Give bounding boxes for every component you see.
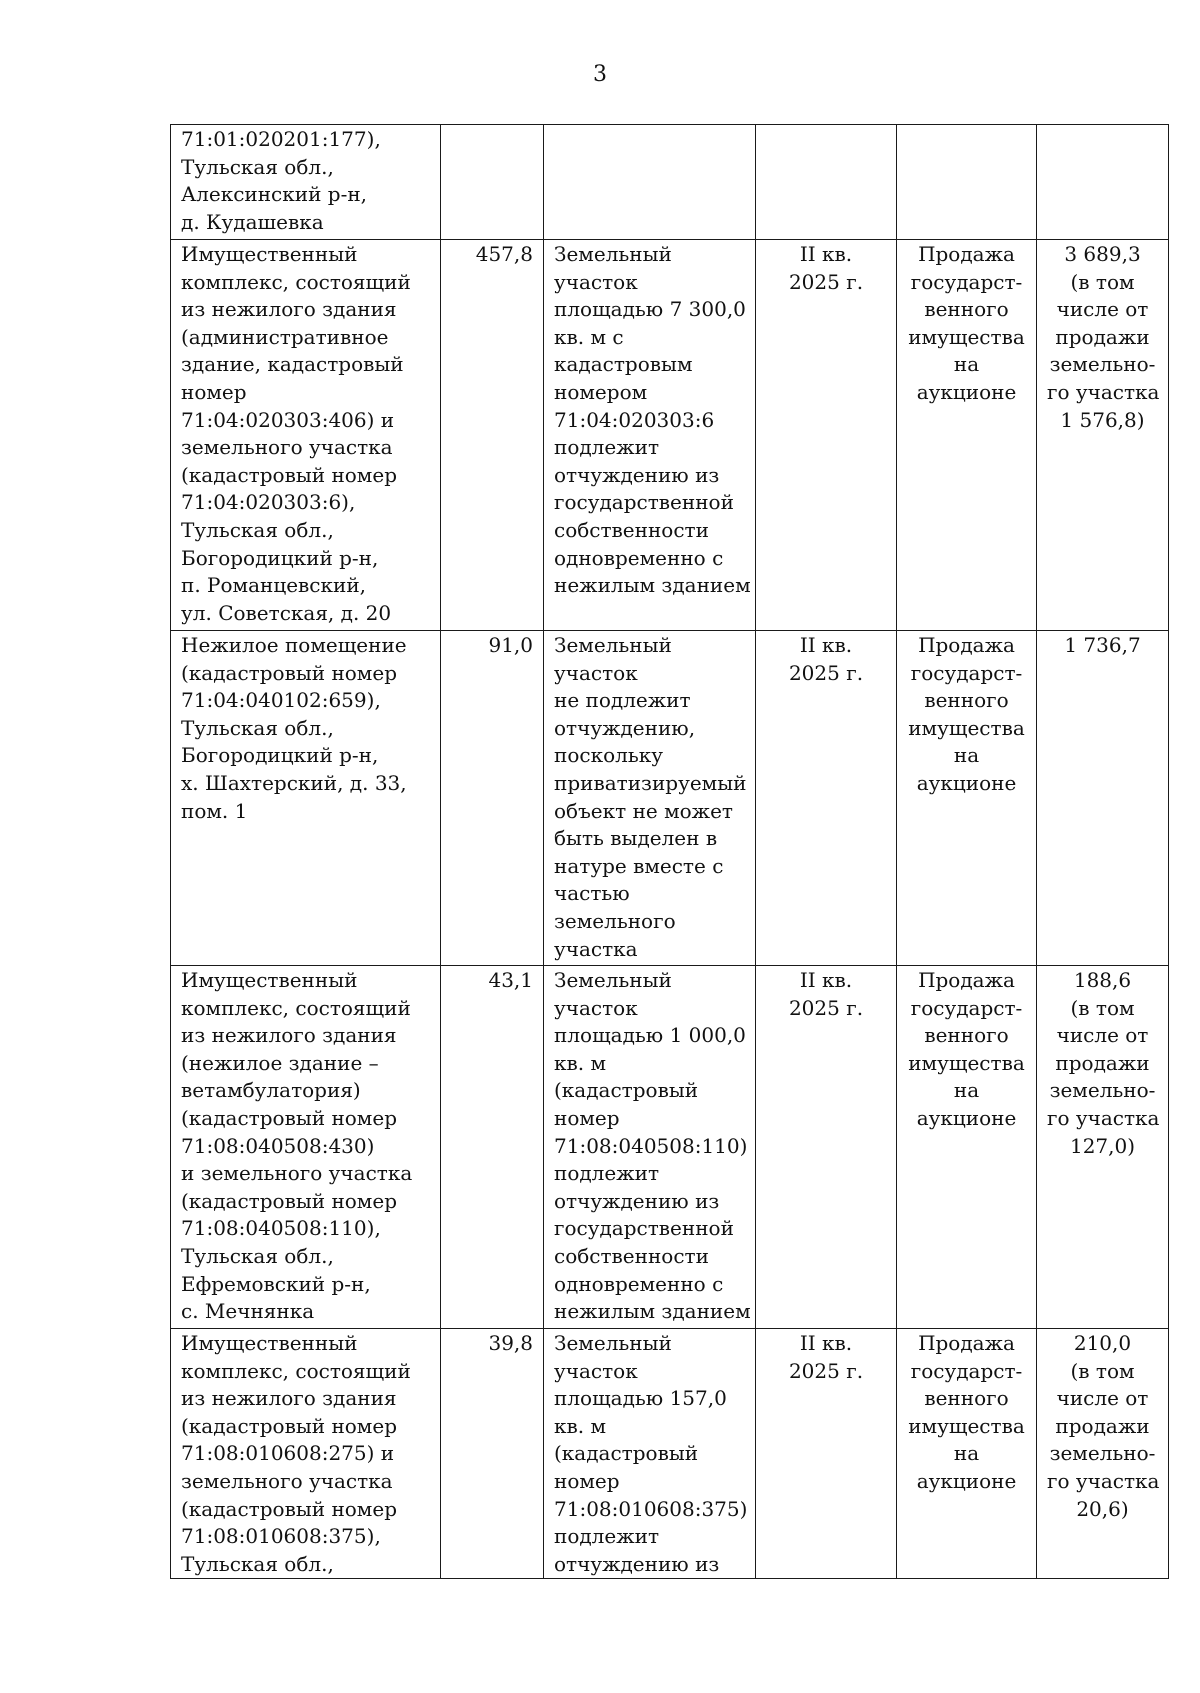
cell-text-line: имущества [908,324,1025,349]
cell-text-line: 71:08:010608:375) [554,1496,748,1521]
cell-text-line: 71:08:040508:110) [554,1133,748,1158]
cell-text-line: номер [554,1468,620,1493]
price-cell [1037,966,1169,1329]
cell-text-line: подлежит [554,1524,660,1549]
cell-text-line: Богородицкий р-н, [181,743,379,768]
cell-text-line: 71:08:010608:275) и [181,1441,395,1466]
cell-text-line: частью [554,881,630,906]
cell-text-line: Нежилое помещение [181,633,407,657]
cell-text-line: государст- [910,995,1023,1020]
cell-text-line: венного [924,1386,1009,1411]
land-plot-cell [544,125,756,240]
cell-text-line: II кв. [799,968,853,992]
cell-text-line: II кв. [799,242,853,266]
cell-text-line: с. Мечнянка [181,1299,315,1324]
cell-text-line: Продажа [918,633,1015,657]
cell-text-line: подлежит [554,1161,660,1186]
cell-text-line: продажи [1055,1050,1150,1075]
cell-text-line: участка [554,936,638,961]
cell-text-line: 71:04:020303:406) и [181,407,395,432]
cell-text-line: (кадастровый [554,1441,699,1466]
cell-text-line: из нежилого здания [181,1023,397,1048]
cell-text-line: 3 689,3 [1064,242,1141,266]
period-cell [756,631,897,966]
cell-text-line: на [953,352,980,377]
cell-text-line: (кадастровый номер [181,1413,398,1438]
cell-text-line: 1 576,8) [1060,407,1145,432]
cell-text-line: II кв. [799,633,853,657]
cell-text-line: 71:01:020201:177), [181,127,381,151]
cell-text-line: Ефремовский р-н, [181,1271,371,1296]
cell-text-line: государст- [910,1358,1023,1383]
cell-text-line: Продажа [918,242,1015,266]
cell-text-line: (кадастровый номер [181,660,398,685]
cell-text-line: 71:08:040508:110), [181,1216,381,1241]
cell-text-line: земельно- [1049,352,1156,377]
cell-text-line: отчуждению из [554,1188,720,1213]
cell-text-line: 71:08:010608:375), [181,1524,381,1549]
cell-text-line: земельного участка [181,1468,393,1493]
cell-text-line: и земельного участка [181,1161,413,1186]
cell-text-line: поскольку [554,743,663,768]
cell-text-line: (кадастровый номер [181,1105,398,1130]
cell-text-line: Продажа [918,1331,1015,1355]
period-cell [756,1329,897,1579]
cell-text-line: на [953,743,980,768]
table-row [171,631,1169,966]
cell-text-line: го участка [1047,379,1160,404]
cell-text-line: нежилым зданием [554,1299,751,1324]
cell-text-line: аукционе [916,1468,1017,1493]
cell-text-line: го участка [1047,1468,1160,1493]
cell-text-line: земельно- [1049,1078,1156,1103]
cell-text-line: земельного участка [181,435,393,460]
cell-text-line: номер [181,379,247,404]
cell-text-line: участок [554,995,638,1020]
cell-text-line: быть выделен в [554,826,718,851]
cell-text-line: объект не может [554,798,733,823]
sale-method-cell [897,631,1037,966]
cell-text-line: 457,8 [475,242,533,266]
table-row [171,966,1169,1329]
cell-text-line: номером [554,379,648,404]
sale-method-cell [897,966,1037,1329]
page-number: 3 [593,62,607,87]
cell-text-line: (кадастровый номер [181,1496,398,1521]
cell-text-line: Тульская обл., [181,1243,334,1268]
cell-text-line: номер [554,1105,620,1130]
cell-text-line: аукционе [916,379,1017,404]
cell-text-line: Тульская обл., [181,154,334,179]
cell-text-line: п. Романцевский, [181,573,367,598]
table-row [171,1329,1169,1579]
cell-text-line: аукционе [916,770,1017,795]
cell-text-line: 2025 г. [788,1358,864,1383]
object-name-cell [171,966,441,1329]
period-cell [756,240,897,631]
cell-text-line: (кадастровый номер [181,462,398,487]
cell-text-line: 2025 г. [788,995,864,1020]
cell-text-line: кадастровым [554,352,693,377]
cell-text-line: (кадастровый [554,1078,699,1103]
cell-text-line: кв. м [554,1413,607,1438]
cell-text-line: (в том [1070,1358,1135,1383]
cell-text-line: участок [554,269,638,294]
cell-text-line: участок [554,1358,638,1383]
cell-text-line: Имущественный [181,242,358,266]
table-body [171,125,1169,1579]
cell-text-line: собственности [554,517,709,542]
cell-text-line: на [953,1441,980,1466]
cell-text-line: 188,6 [1073,968,1132,992]
price-cell [1037,631,1169,966]
table-row [171,240,1169,631]
object-name-cell [171,631,441,966]
cell-text-line: продажи [1055,324,1150,349]
cell-text-line: государст- [910,269,1023,294]
price-cell [1037,240,1169,631]
object-name-cell [171,240,441,631]
cell-text-line: 43,1 [488,968,533,992]
cell-text-line: государст- [910,660,1023,685]
cell-text-line: 1 736,7 [1064,633,1141,657]
cell-text-line: собственности [554,1243,709,1268]
cell-text-line: х. Шахтерский, д. 33, [181,770,407,795]
area-cell [441,125,544,240]
period-cell [756,966,897,1329]
cell-text-line: венного [924,1023,1009,1048]
cell-text-line: числе от [1056,1023,1149,1048]
cell-text-line: ветамбулатория) [181,1078,361,1103]
cell-text-line: одновременно с [554,545,724,570]
price-cell [1037,125,1169,240]
cell-text-line: земельно- [1049,1441,1156,1466]
cell-text-line: аукционе [916,1105,1017,1130]
cell-text-line: Земельный [554,968,672,992]
cell-text-line: комплекс, состоящий [181,1358,411,1383]
cell-text-line: 2025 г. [788,660,864,685]
cell-text-line: площадью 1 000,0 [554,1023,746,1048]
cell-text-line: венного [924,688,1009,713]
cell-text-line: 20,6) [1076,1496,1129,1521]
sale-method-cell [897,240,1037,631]
cell-text-line: (административное [181,324,389,349]
price-cell [1037,1329,1169,1579]
cell-text-line: Тульская обл., [181,715,334,740]
table-row [171,125,1169,240]
cell-text-line: 71:04:040102:659), [181,688,381,713]
cell-text-line: подлежит [554,435,660,460]
land-plot-cell [544,240,756,631]
cell-text-line: продажи [1055,1413,1150,1438]
cell-text-line: Земельный [554,1331,672,1355]
cell-text-line: 39,8 [488,1331,533,1355]
cell-text-line: площадью 157,0 [554,1386,727,1411]
cell-text-line: комплекс, состоящий [181,995,411,1020]
cell-text-line: участок [554,660,638,685]
cell-text-line: кв. м с [554,324,624,349]
object-name-cell [171,1329,441,1579]
cell-text-line: числе от [1056,1386,1149,1411]
period-cell [756,125,897,240]
area-cell [441,631,544,966]
cell-text-line: площадью 7 300,0 [554,297,746,322]
cell-text-line: го участка [1047,1105,1160,1130]
cell-text-line: числе от [1056,297,1149,322]
area-cell [441,240,544,631]
object-name-cell [171,125,441,240]
area-cell [441,966,544,1329]
cell-text-line: Тульская обл., [181,517,334,542]
cell-text-line: нежилым зданием [554,573,751,598]
cell-text-line: Тульская обл., [181,1551,334,1576]
cell-text-line: не подлежит [554,688,691,713]
cell-text-line: отчуждению из [554,462,720,487]
cell-text-line: венного [924,297,1009,322]
cell-text-line: 2025 г. [788,269,864,294]
sale-method-cell [897,1329,1037,1579]
cell-text-line: имущества [908,715,1025,740]
cell-text-line: здание, кадастровый [181,352,404,377]
cell-text-line: 210,0 [1073,1331,1132,1355]
cell-text-line: Имущественный [181,968,358,992]
cell-text-line: одновременно с [554,1271,724,1296]
cell-text-line: натуре вместе с [554,853,724,878]
cell-text-line: ул. Советская, д. 20 [181,600,392,625]
cell-text-line: Продажа [918,968,1015,992]
cell-text-line: (нежилое здание – [181,1050,379,1075]
cell-text-line: отчуждению, [554,715,696,740]
cell-text-line: имущества [908,1413,1025,1438]
land-plot-cell [544,1329,756,1579]
cell-text-line: 91,0 [488,633,533,657]
cell-text-line: приватизируемый [554,770,747,795]
cell-text-line: (в том [1070,995,1135,1020]
cell-text-line: 71:04:020303:6), [181,490,356,515]
cell-text-line: государственной [554,490,734,515]
cell-text-line: Богородицкий р-н, [181,545,379,570]
sale-method-cell [897,125,1037,240]
privatization-table [170,124,1169,1579]
cell-text-line: 127,0) [1069,1133,1136,1158]
cell-text-line: на [953,1078,980,1103]
land-plot-cell [544,966,756,1329]
cell-text-line: комплекс, состоящий [181,269,411,294]
cell-text-line: из нежилого здания [181,1386,397,1411]
cell-text-line: 71:04:020303:6 [554,407,715,432]
cell-text-line: отчуждению из [554,1551,720,1576]
cell-text-line: (в том [1070,269,1135,294]
cell-text-line: Земельный [554,242,672,266]
area-cell [441,1329,544,1579]
cell-text-line: (кадастровый номер [181,1188,398,1213]
cell-text-line: II кв. [799,1331,853,1355]
cell-text-line: 71:08:040508:430) [181,1133,375,1158]
cell-text-line: Земельный [554,633,672,657]
cell-text-line: Имущественный [181,1331,358,1355]
cell-text-line: имущества [908,1050,1025,1075]
cell-text-line: государственной [554,1216,734,1241]
cell-text-line: Алексинский р-н, [181,182,368,207]
cell-text-line: из нежилого здания [181,297,397,322]
cell-text-line: земельного [554,908,676,933]
cell-text-line: д. Кудашевка [181,209,324,234]
cell-text-line: пом. 1 [181,798,248,823]
land-plot-cell [544,631,756,966]
cell-text-line: кв. м [554,1050,607,1075]
